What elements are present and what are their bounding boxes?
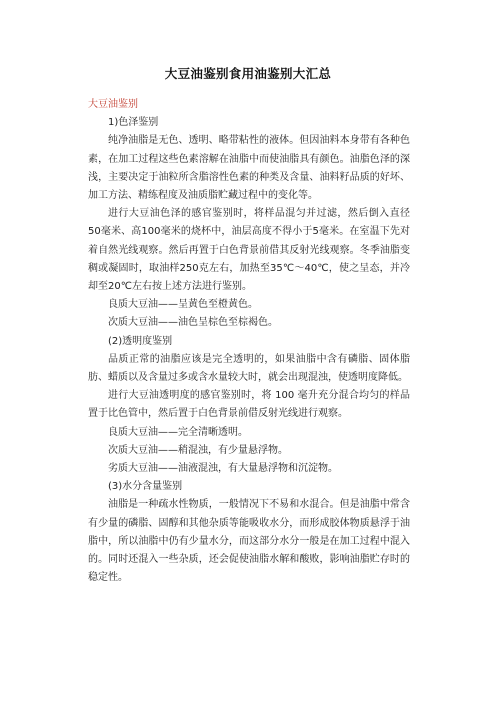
subheading-moisture: (3)水分含量鉴别 [108, 481, 183, 493]
section-heading: 大豆油鉴别 [88, 99, 138, 110]
list-item-good-transparency: 良质大豆油——完全清晰透明。 [108, 426, 248, 438]
subheading-transparency: (2)透明度鉴别 [108, 335, 173, 347]
paragraph-transparency-intro: 品质正常的油脂应该是完全透明的，如果油脂中含有磷脂、固体脂肪、蜡质以及含量过多或含水量较大时，就会出现混浊，使透明度降低。 [88, 353, 410, 384]
list-item-inferior-color: 次质大豆油——油色呈棕色至棕褐色。 [108, 317, 278, 329]
document-body [88, 96, 410, 587]
list-item-good-color: 良质大豆油——呈黄色至橙黄色。 [108, 299, 258, 311]
document-title: 大豆油鉴别食用油鉴别大汇总 [164, 66, 332, 81]
paragraph-color-method: 进行大豆油色泽的感官鉴别时，将样品混匀并过滤，然后倒入直径50毫米、高100毫米的烧杯中，油层高度不得小于5毫米。在室温下先对着自然光线观察。然后再置于白色背景前借其反射光线观察。冬季油脂变稠或凝固时，取油样250克左右，加热至35℃～40℃，使之呈态，并冷却至20℃左右按上述方法进行鉴别。 [88, 208, 410, 293]
paragraph-moisture: 油脂是一种疏水性物质，一般情况下不易和水混合。但是油脂中常含有少量的磷脂、固醇和其他杂质等能吸收水分，而形成胶体物质悬浮于油脂中，所以油脂中仍有少量水分，而这部分水分一般是在加工过程中混入的。同时还混入一些杂质，还会促使油脂水解和酸败，影响油脂贮存时的稳定性。 [88, 499, 410, 584]
subheading-color: 1)色泽鉴别 [108, 117, 159, 129]
paragraph-color-intro: 纯净油脂是无色、透明、略带粘性的液体。但因油料本身带有各种色素，在加工过程这些色素溶解在油脂中而使油脂具有颜色。油脂色泽的深浅，主要决定于油粒所含脂溶性色素的种类及含量、油料籽品质的好坏、加工方法、精练程度及油质脂贮藏过程中的变化等。 [88, 135, 410, 202]
list-item-bad-transparency: 劣质大豆油——油液混浊，有大量悬浮物和沉淀物。 [108, 463, 338, 475]
list-item-inferior-transparency: 次质大豆油——稍混浊，有少量悬浮物。 [108, 444, 288, 456]
paragraph-transparency-method: 进行大豆油透明度的感官鉴别时，将 100 毫升充分混合均匀的样品置于比色管中，然后置于白色背景前借反射光线进行观察。 [88, 390, 410, 420]
